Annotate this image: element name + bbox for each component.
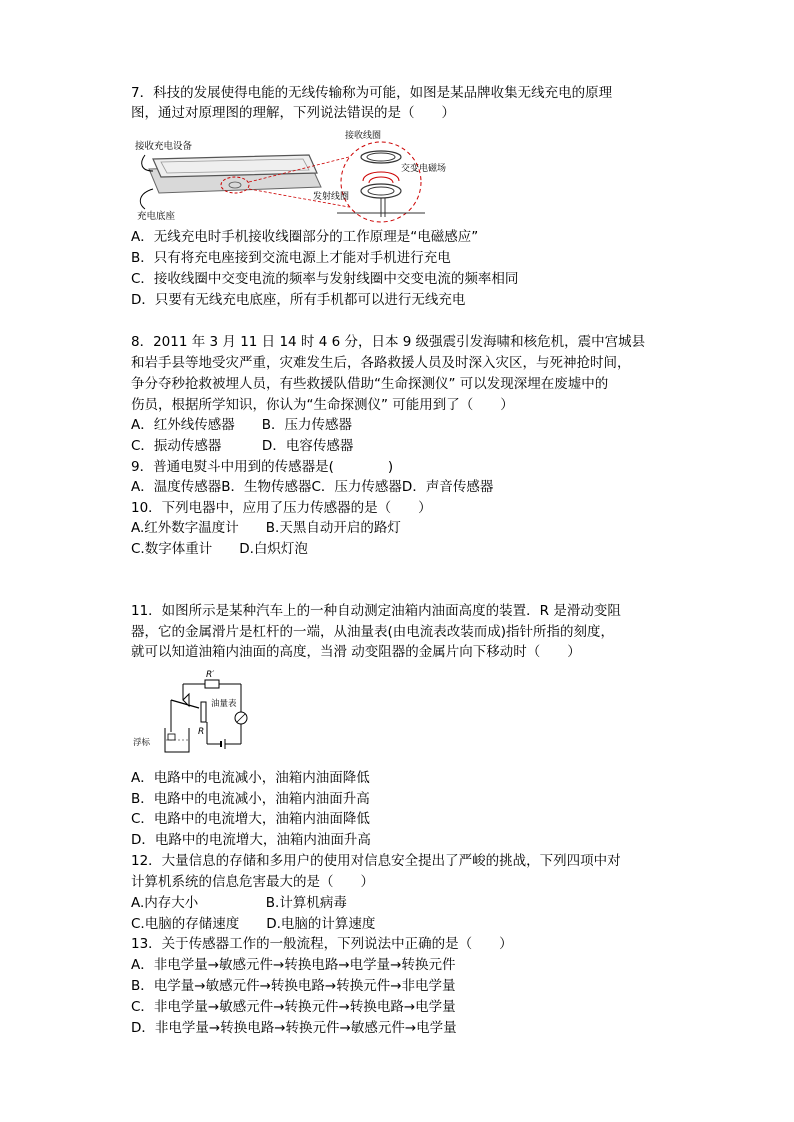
q11-option-a: A．电路中的电流减小，油箱内油面降低 [131,770,370,786]
q8-stem-line-2: 和岩手县等地受灾严重，灾难发生后，各路救援人员及时深入灾区，与死神抢时间， [131,355,631,371]
q8-stem-line-4: 伤员，根据所学知识，你认为“生命探测仪” 可能用到了（ ） [131,397,514,413]
q12-options-row-2: C.电脑的存储速度 D.电脑的计算速度 [131,916,376,932]
q8-options-row-1: A．红外线传感器 B．压力传感器 [131,417,352,433]
q13-option-d: D．非电学量→转换电路→转换元件→敏感元件→电学量 [131,1020,457,1036]
q11-option-d: D．电路中的电流增大，油箱内油面升高 [131,832,371,848]
label-alternating-field: 交变电磁场 [401,164,447,174]
label-receiver-device: 接收充电设备 [135,141,193,152]
q12-options-row-1: A.内存大小 B.计算机病毒 [131,895,347,911]
q7-option-c: C．接收线圈中交变电流的频率与发射线圈中交变电流的频率相同 [131,271,519,287]
q7-stem-line-2: 图，通过对原理图的理解，下列说法错误的是（ ） [131,105,455,121]
wireless-charging-diagram [131,127,461,223]
q11-stem-line-2: 器，它的金属滑片是杠杆的一端，从油量表(由电流表改装而成)指针所指的刻度， [131,624,615,640]
q13-option-a: A．非电学量→敏感元件→转换电路→电学量→转换元件 [131,957,456,973]
label-charging-base: 充电底座 [137,211,176,222]
q12-stem-line-1: 12．大量信息的存储和多用户的使用对信息安全提出了严峻的挑战，下列四项中对 [131,853,621,869]
label-r: R [198,727,205,737]
q9-stem: 9．普通电熨斗中用到的传感器是( ) [131,459,394,475]
q11-option-c: C．电路中的电流增大，油箱内油面降低 [131,811,370,827]
q7-option-a: A．无线充电时手机接收线圈部分的工作原理是“电磁感应” [131,229,479,245]
q13-option-c: C．非电学量→敏感元件→转换元件→转换电路→电学量 [131,999,456,1015]
q13-stem: 13．关于传感器工作的一般流程，下列说法中正确的是（ ） [131,936,513,952]
q8-options-row-2: C．振动传感器 D．电容传感器 [131,438,354,454]
q7-option-d: D．只要有无线充电底座，所有手机都可以进行无线充电 [131,292,466,308]
q12-stem-line-2: 计算机系统的信息危害最大的是（ ） [131,874,374,890]
q10-options-row-1: A.红外数字温度计 B.天黑自动开启的路灯 [131,520,401,536]
label-oil-gauge: 油量表 [211,699,237,709]
label-r-prime: R′ [206,670,215,680]
fuel-gauge-circuit-diagram [131,666,261,758]
q9-options: A．温度传感器B．生物传感器C．压力传感器D．声音传感器 [131,479,494,495]
q11-option-b: B．电路中的电流减小，油箱内油面升高 [131,791,370,807]
q8-stem-line-3: 争分夺秒抢救被埋人员，有些救援队借助“生命探测仪” 可以发现深埋在废墟中的 [131,376,609,392]
q8-stem-line-1: 8．2011 年 3 月 11 日 14 时 4 6 分，日本 9 级强震引发海啸和核危机，震中宫城县 [131,334,646,350]
q11-stem-line-1: 11．如图所示是某种汽车上的一种自动测定油箱内油面高度的装置．R 是滑动变阻 [131,603,621,619]
label-float: 浮标 [133,738,151,748]
q13-option-b: B．电学量→敏感元件→转换电路→转换元件→非电学量 [131,978,456,994]
label-transmit-coil: 发射线圈 [313,192,350,202]
q10-stem: 10．下列电器中，应用了压力传感器的是（ ） [131,500,432,516]
label-receive-coil: 接收线圈 [345,131,382,141]
q7-option-b: B．只有将充电座接到交流电源上才能对手机进行充电 [131,250,451,266]
q7-stem-line-1: 7．科技的发展使得电能的无线传输称为可能，如图是某品牌收集无线充电的原理 [131,85,613,101]
q11-stem-line-3: 就可以知道油箱内油面的高度，当滑 动变阻器的金属片向下移动时（ ） [131,644,581,660]
q10-options-row-2: C.数字体重计 D.白炽灯泡 [131,541,308,557]
